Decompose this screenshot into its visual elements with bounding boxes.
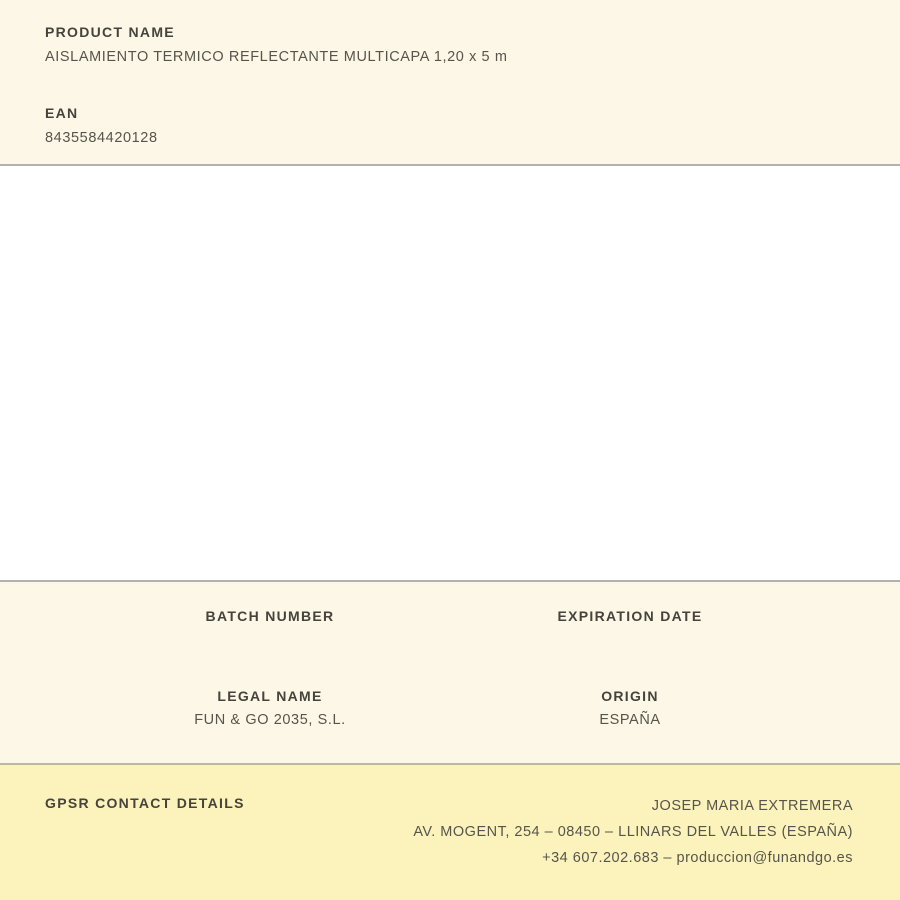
origin-value: ESPAÑA xyxy=(599,712,661,728)
gpsr-contact-address: AV. MOGENT, 254 – 08450 – LLINARS DEL VALLES (ESPAÑA) xyxy=(413,824,853,840)
ean-field xyxy=(45,105,855,147)
batch-number-label: BATCH NUMBER xyxy=(205,608,335,624)
legal-name-value: FUN & GO 2035, S.L. xyxy=(194,712,346,728)
expiration-date-field xyxy=(450,608,810,649)
gpsr-contact-block xyxy=(413,793,853,871)
expiration-date-value xyxy=(450,632,810,649)
expiration-date-label: EXPIRATION DATE xyxy=(557,608,703,624)
gpsr-contact-phone-email: +34 607.202.683 – produccion@funandgo.es xyxy=(542,850,853,866)
product-name-value: AISLAMIENTO TERMICO REFLECTANTE MULTICAPA 1,20 x 5 m xyxy=(45,49,508,65)
product-image-area xyxy=(0,166,900,580)
details-panel xyxy=(0,580,900,763)
gpsr-contact-title: GPSR CONTACT DETAILS xyxy=(45,795,245,811)
ean-value: 8435584420128 xyxy=(45,130,158,146)
batch-number-value xyxy=(90,632,450,649)
origin-field xyxy=(450,688,810,729)
legal-name-label: LEGAL NAME xyxy=(217,688,323,704)
product-name-field xyxy=(45,24,855,66)
ean-label: EAN xyxy=(45,105,79,121)
product-info-panel xyxy=(0,0,900,166)
details-right-column xyxy=(450,608,810,763)
gpsr-contact-name: JOSEP MARIA EXTREMERA xyxy=(651,798,853,814)
batch-number-field xyxy=(90,608,450,649)
gpsr-contact-panel xyxy=(0,763,900,900)
legal-name-field xyxy=(90,688,450,729)
details-left-column xyxy=(90,608,450,763)
origin-label: ORIGIN xyxy=(601,688,659,704)
product-name-label: PRODUCT NAME xyxy=(45,24,175,40)
